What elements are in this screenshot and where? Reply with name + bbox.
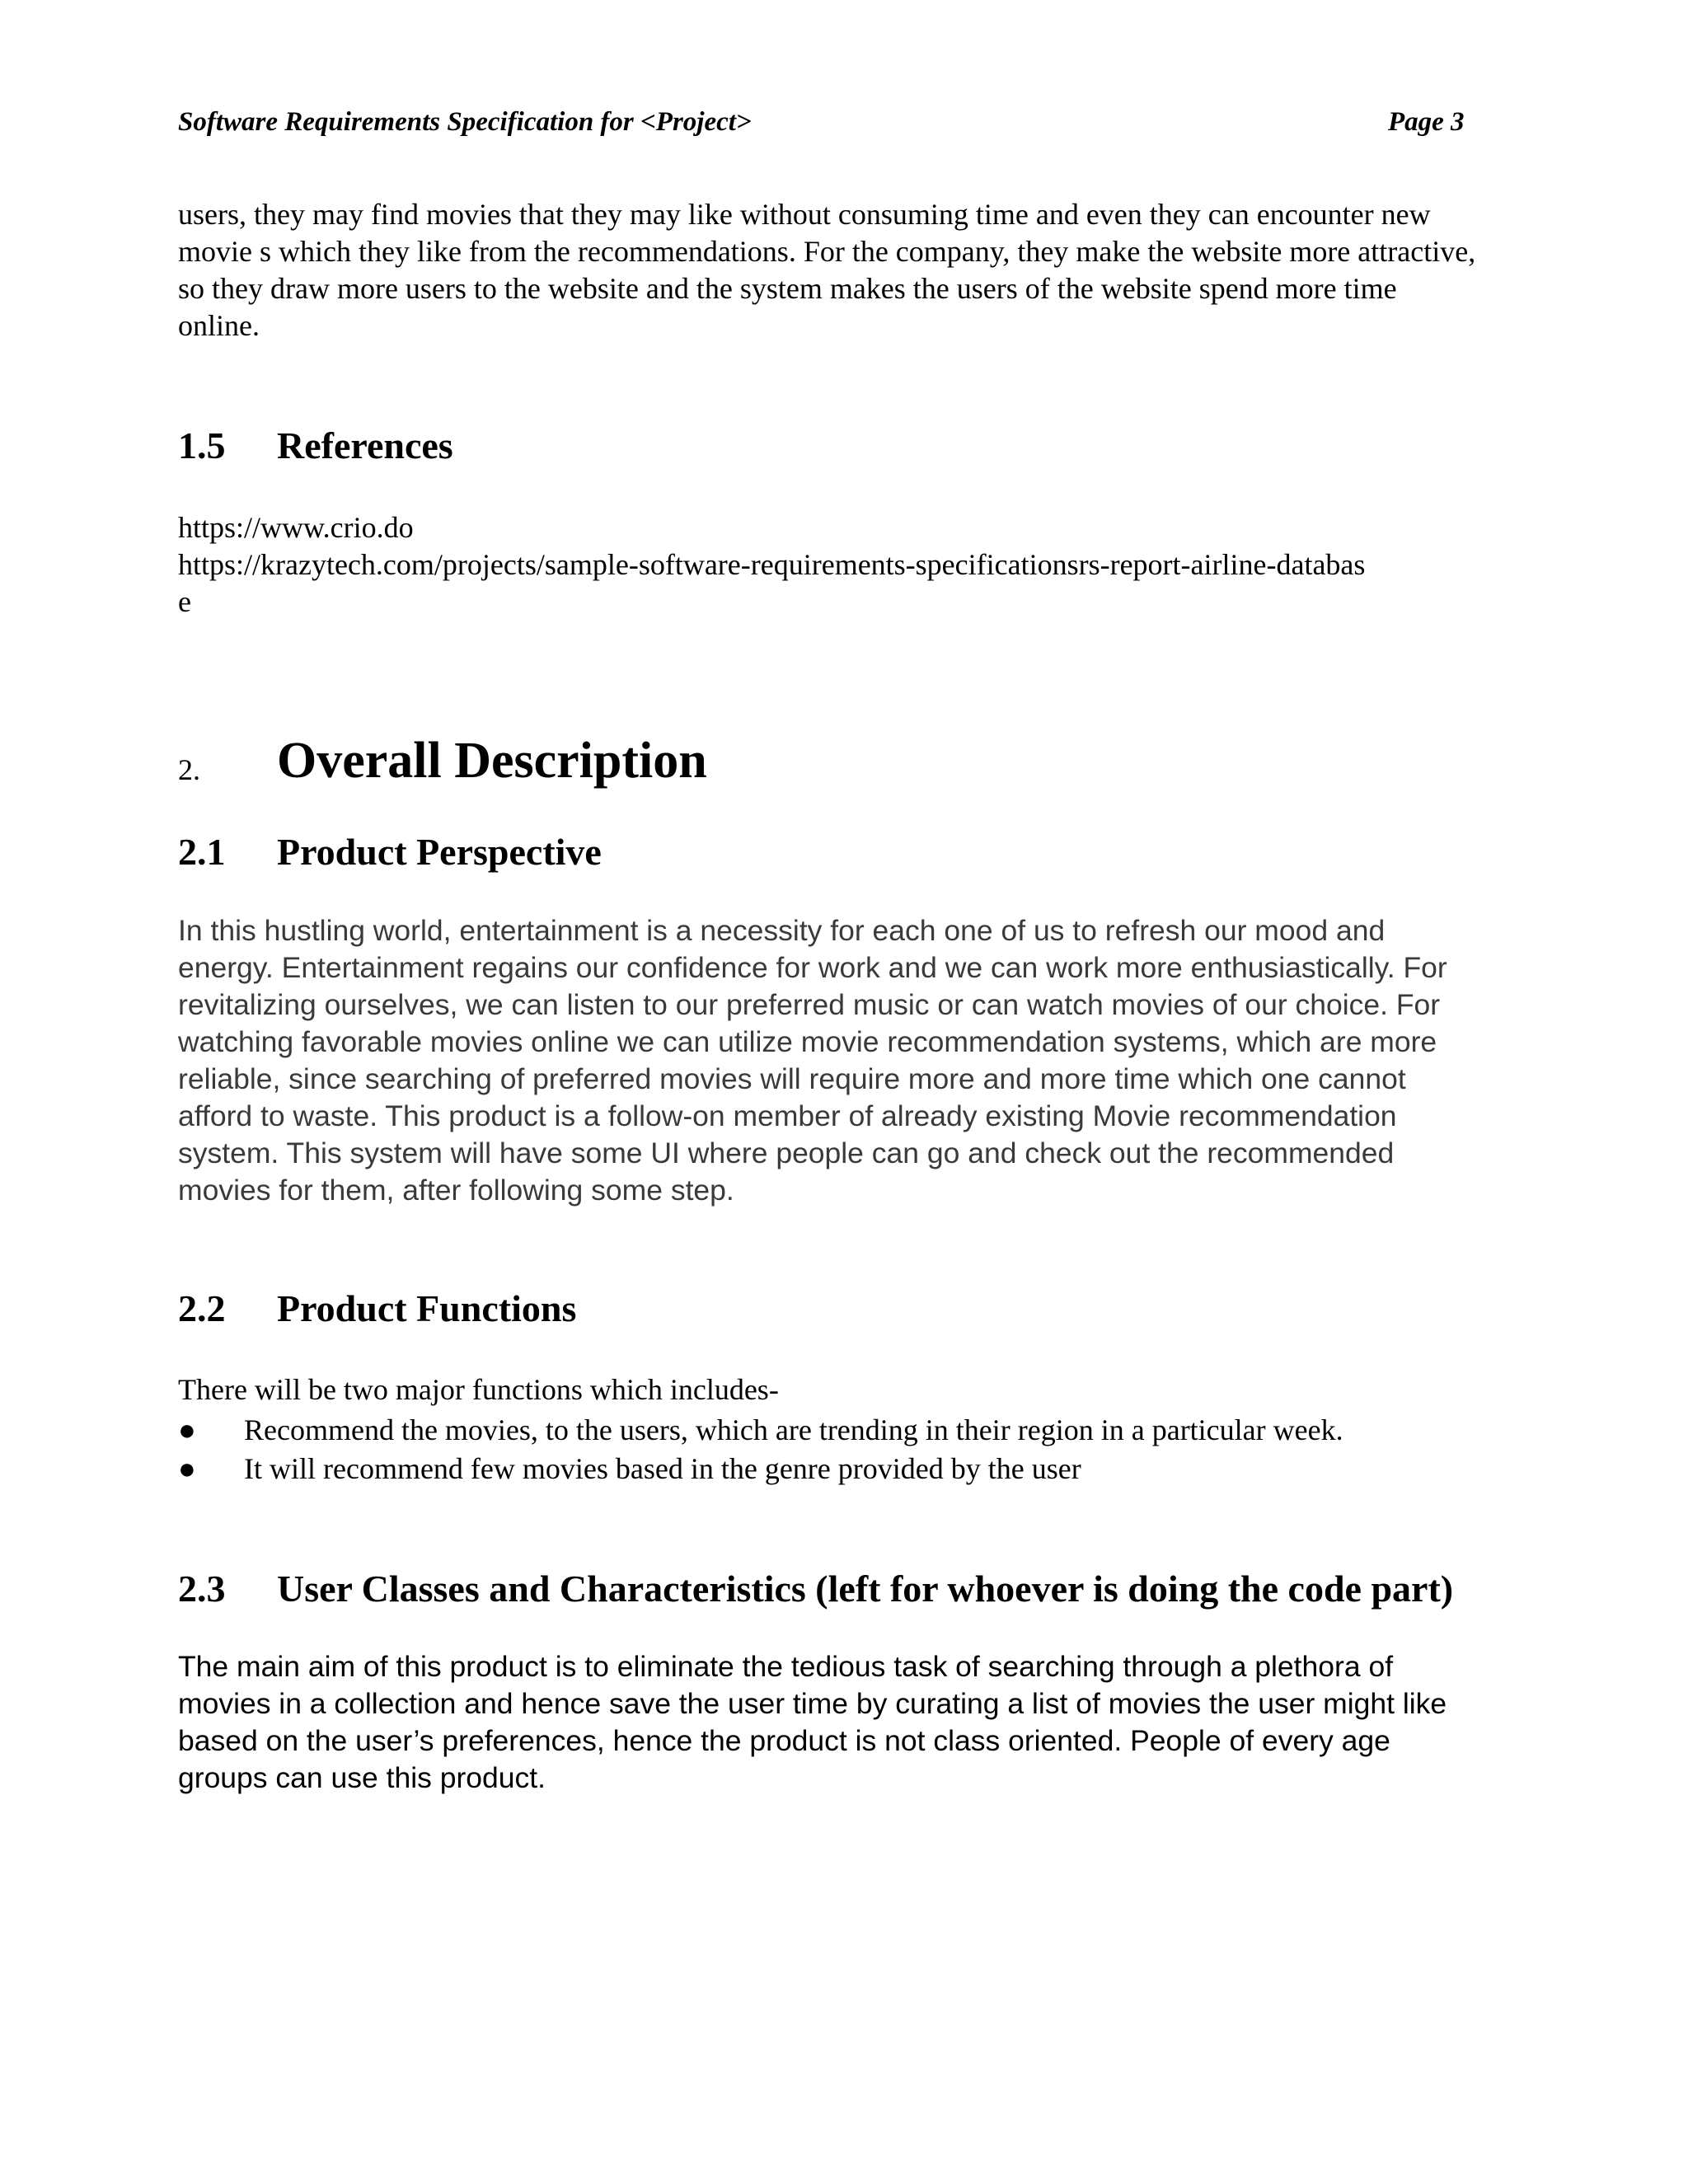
- paragraph-line: watching favorable movies online we can utilize movie recommendation systems, which are more: [178, 1025, 1437, 1058]
- header-title: Software Requirements Specification for <Project>: [178, 107, 752, 137]
- section-heading-references: [178, 423, 453, 469]
- bullet-icon: ●: [178, 1413, 196, 1446]
- bullet-icon: ●: [178, 1452, 196, 1485]
- list-item: [178, 1411, 1530, 1450]
- header-page-number: Page 3: [1388, 107, 1465, 137]
- paragraph-line: movies for them, after following some step.: [178, 1174, 734, 1207]
- list-item-text: It will recommend few movies based in the genre provided by the user: [244, 1452, 1081, 1485]
- section-heading-user-classes: [178, 1566, 1453, 1612]
- section-number: 1.5: [178, 424, 226, 466]
- paragraph-line: based on the user’s preferences, hence the product is not class oriented. People of every age: [178, 1724, 1390, 1757]
- section-number: 2.3: [178, 1568, 226, 1610]
- section-title: Product Perspective: [277, 831, 602, 873]
- section-heading-product-functions: [178, 1286, 576, 1332]
- reference-link-continuation[interactable]: e: [178, 585, 191, 618]
- product-functions-intro: There will be two major functions which includes-: [178, 1373, 779, 1406]
- section-title: References: [277, 424, 453, 466]
- section-number: 2.1: [178, 831, 226, 873]
- reference-link[interactable]: https://www.crio.do: [178, 511, 414, 544]
- paragraph-line: The main aim of this product is to eliminate the tedious task of searching through a plethora of: [178, 1650, 1394, 1683]
- user-classes-paragraph: [178, 1648, 1513, 1797]
- product-perspective-paragraph: [178, 912, 1513, 1209]
- chapter-number: 2.: [178, 753, 200, 786]
- paragraph-line: movie s which they like from the recommendations. For the company, they make the website more attractive,: [178, 235, 1476, 268]
- paragraph-line: afford to waste. This product is a follow-on member of already existing Movie recommendation: [178, 1099, 1397, 1132]
- paragraph-line: energy. Entertainment regains our confidence for work and we can work more enthusiastically. For: [178, 951, 1447, 984]
- section-title: Product Functions: [277, 1287, 577, 1329]
- paragraph-line: online.: [178, 309, 260, 342]
- paragraph-line: users, they may find movies that they may like without consuming time and even they can encounter new: [178, 198, 1431, 231]
- paragraph-line: groups can use this product.: [178, 1761, 546, 1794]
- list-item-text: Recommend the movies, to the users, which are trending in their region in a particular week.: [244, 1413, 1343, 1446]
- references-list: [178, 509, 1546, 621]
- paragraph-line: In this hustling world, entertainment is a necessity for each one of us to refresh our mood and: [178, 914, 1386, 947]
- paragraph-line: so they draw more users to the website and the system makes the users of the website spend more time: [178, 272, 1397, 305]
- section-title: User Classes and Characteristics (left for whoever is doing the code part): [277, 1568, 1454, 1610]
- chapter-title: Overall Description: [277, 733, 707, 789]
- intro-paragraph: [178, 196, 1513, 344]
- paragraph-line: movies in a collection and hence save the user time by curating a list of movies the user might like: [178, 1687, 1447, 1720]
- section-number: 2.2: [178, 1287, 226, 1329]
- paragraph-line: system. This system will have some UI where people can go and check out the recommended: [178, 1137, 1395, 1169]
- reference-link[interactable]: https://krazytech.com/projects/sample-software-requirements-specificationsrs-report-airline-databas: [178, 548, 1366, 581]
- paragraph-line: revitalizing ourselves, we can listen to our preferred music or can watch movies of our choice. For: [178, 988, 1441, 1021]
- list-item: [178, 1450, 1530, 1488]
- paragraph-line: reliable, since searching of preferred movies will require more and more time which one cannot: [178, 1062, 1406, 1095]
- product-functions-list: [178, 1411, 1530, 1488]
- section-heading-product-perspective: [178, 829, 602, 875]
